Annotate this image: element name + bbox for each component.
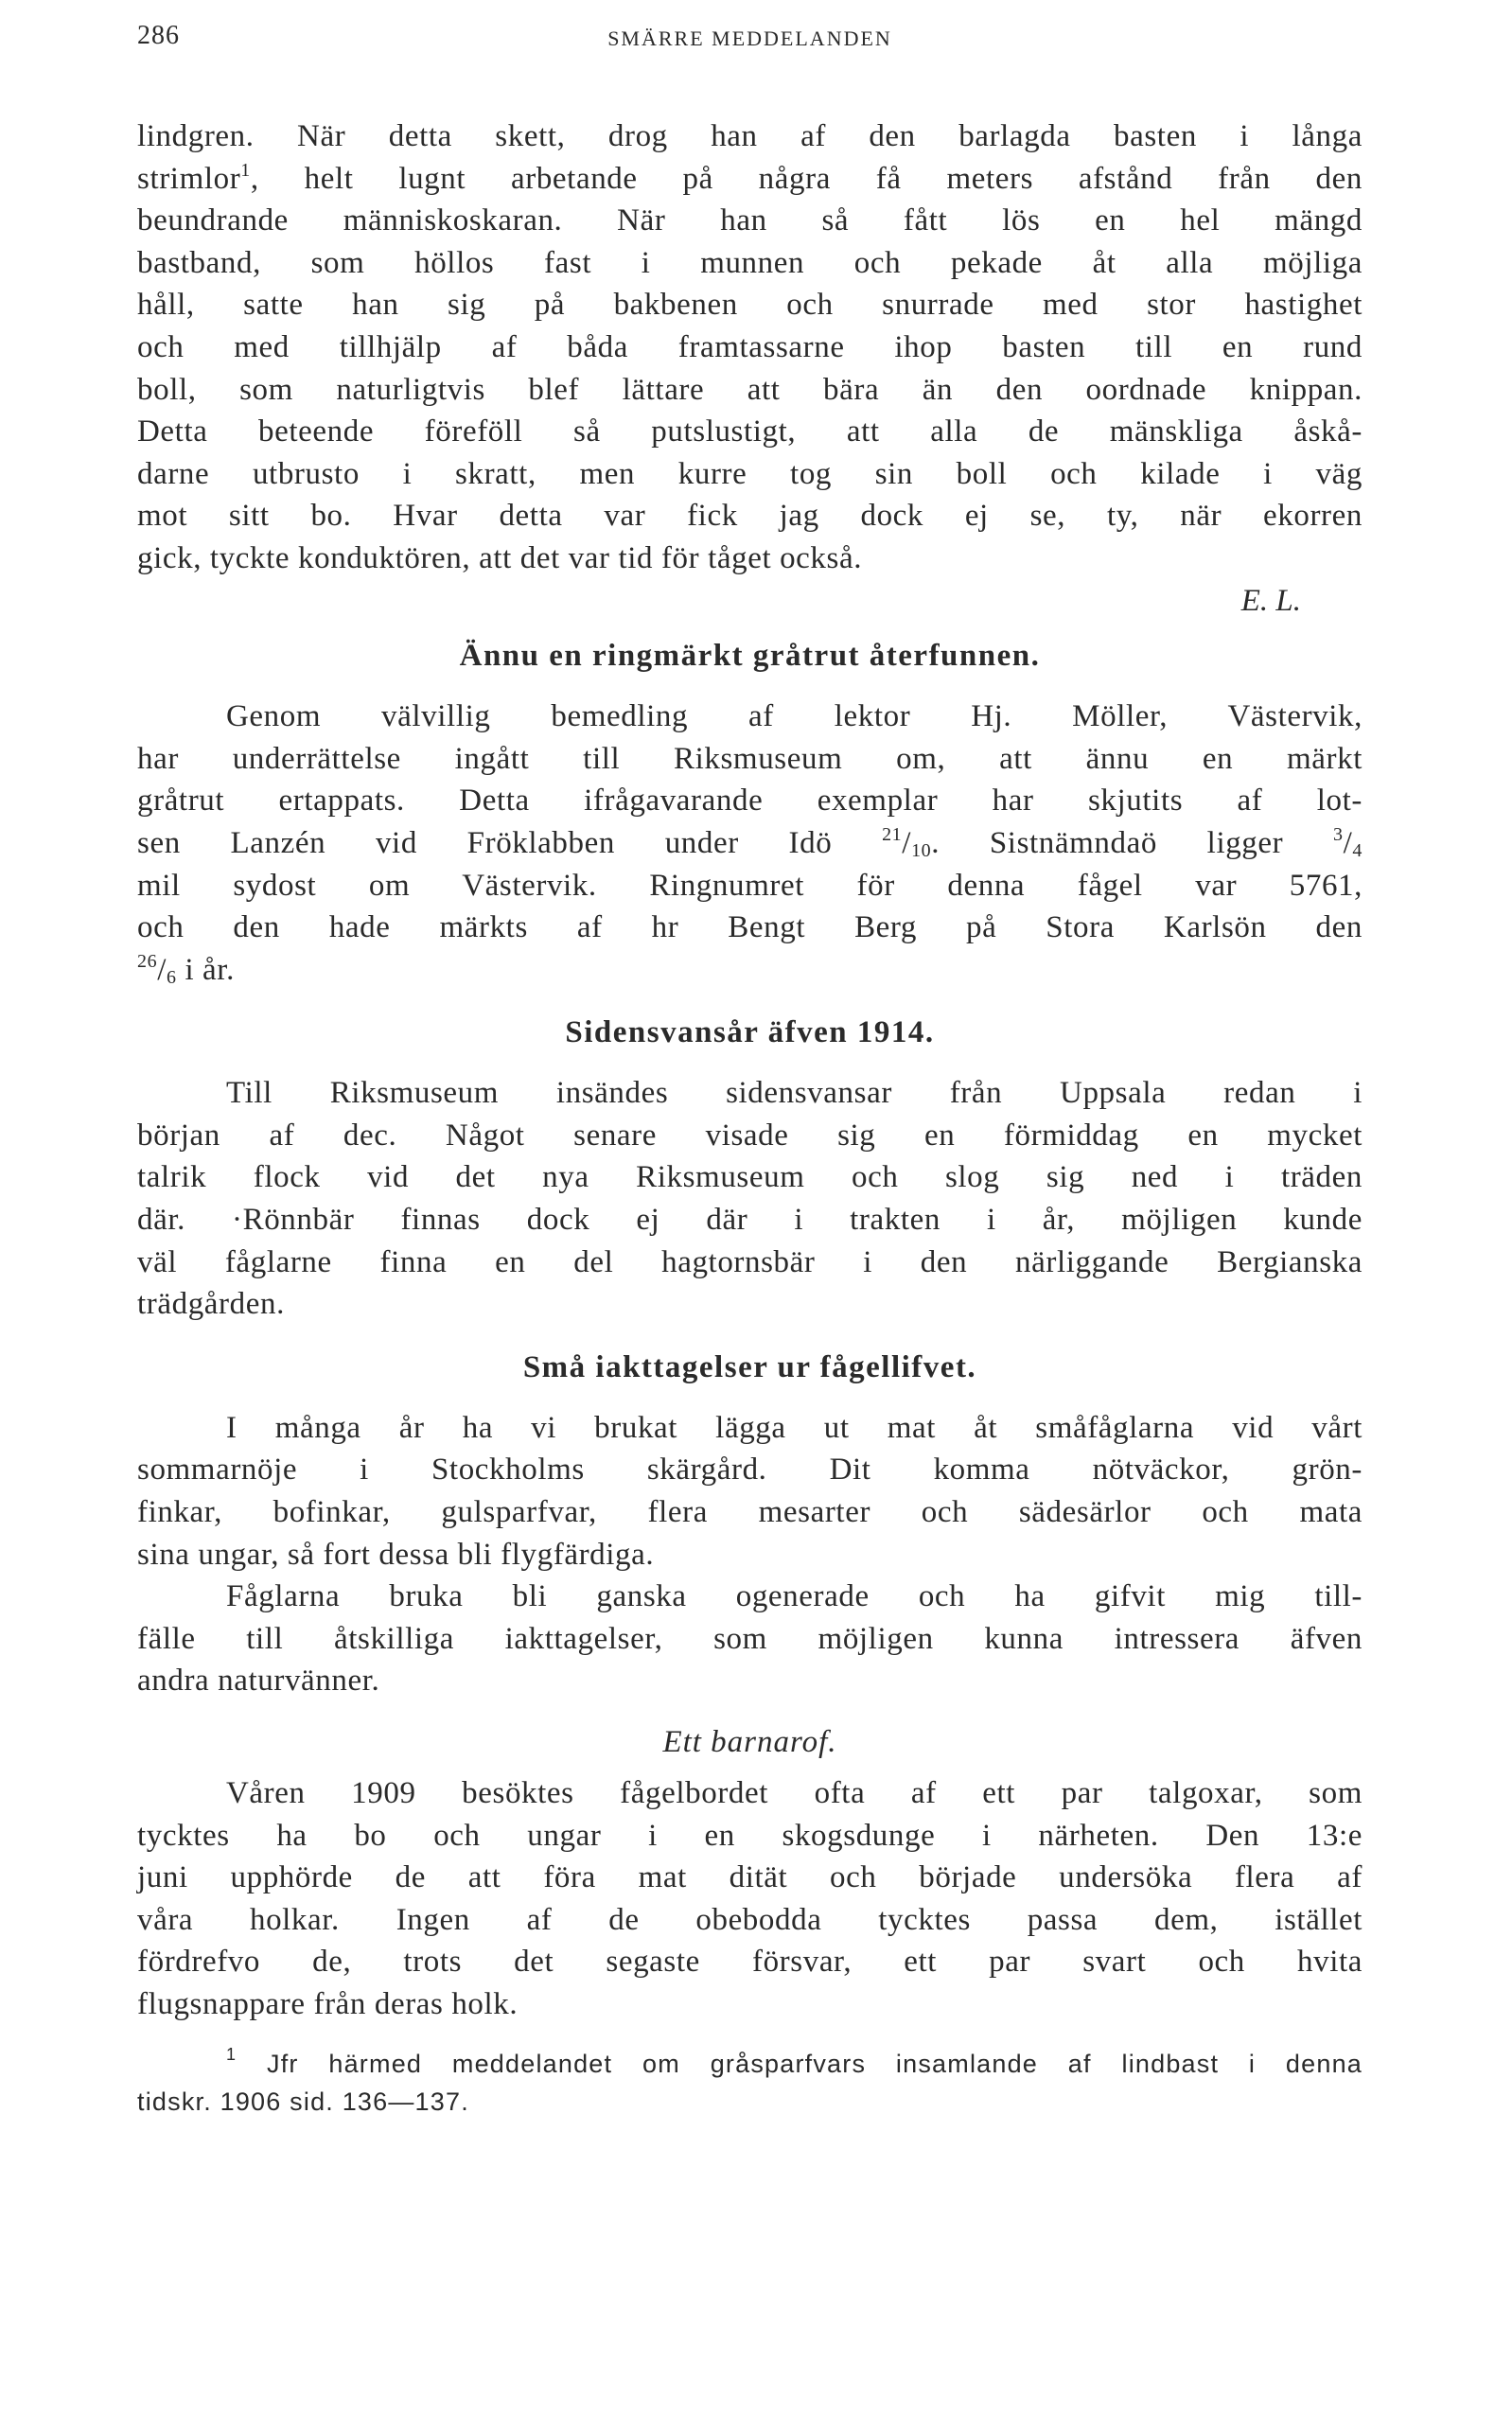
article-smafaglar bbox=[137, 1347, 1363, 2026]
text-line: Fåglarna bruka bli ganska ogenerade och ha gifvit mig till- bbox=[226, 1579, 1363, 1614]
section-heading: Små iakttagelser ur fågellifvet. bbox=[522, 1349, 977, 1384]
text-line: I många år ha vi brukat lägga ut mat åt småfåglarna vid vårt bbox=[226, 1410, 1363, 1445]
text-line: lindgren. När detta skett, drog han af den barlagda basten i långa bbox=[137, 119, 1363, 153]
text-line: gråtrut ertappats. Detta ifrågavarande exemplar har skjutits af lot- bbox=[137, 784, 1363, 819]
page bbox=[137, 21, 1363, 2121]
section-heading: Sidensvansår äfven 1914. bbox=[565, 1015, 935, 1050]
text-line: Genom välvillig bemedling af lektor Hj. Möller, Västervik, bbox=[226, 699, 1363, 734]
text-line: början af dec. Något senare visade sig en förmiddag en mycket bbox=[137, 1118, 1363, 1153]
footnote-line: tidskr. 1906 sid. 136—137. bbox=[137, 2087, 469, 2116]
text-line: har underrättelse ingått till Riksmuseum om, att ännu en märkt bbox=[137, 741, 1363, 776]
text-line: gick, tyckte konduktören, att det var tid för tåget också. bbox=[137, 540, 863, 575]
text-line: beundrande människoskaran. När han så fått lös en hel mängd bbox=[137, 203, 1363, 238]
text-line: sen Lanzén vid Fröklabben under Idö $^{21}/_{10}$. Sistnämndaö ligger $^3/_4$ bbox=[137, 823, 1363, 861]
text-line: våra holkar. Ingen af de obebodda tycktes passa dem, istället bbox=[137, 1902, 1363, 1937]
text-line: fördrefvo de, trots det segaste försvar, ett par svart och hvita bbox=[137, 1945, 1363, 1980]
article-sidensvans bbox=[137, 1012, 1363, 1326]
text-line: och med tillhjälp af båda framtassarne ihop basten till en rund bbox=[137, 329, 1363, 364]
text-line: trädgården. bbox=[137, 1287, 285, 1322]
page-header bbox=[137, 21, 1363, 62]
text-line: mot sitt bo. Hvar detta var fick jag dock ej se, ty, när ekorren bbox=[137, 499, 1363, 534]
text-line: sommarnöje i Stockholms skärgård. Dit komma nötväckor, grön- bbox=[137, 1453, 1363, 1488]
text-line: darne utbrusto i skratt, men kurre tog sin boll och kilade i väg bbox=[137, 456, 1363, 491]
text-line: $^{26}/_6$ i år. bbox=[137, 950, 235, 988]
text-line: håll, satte han sig på bakbenen och snurrade med stor hastighet bbox=[137, 288, 1363, 323]
text-line: väl fåglarne finna en del hagtornsbär i den närliggande Bergianska bbox=[137, 1244, 1363, 1279]
text-line: och den hade märkts af hr Bengt Berg på Stora Karlsön den bbox=[137, 910, 1363, 945]
text-line: fälle till åtskilliga iakttagelser, som möjligen kunna intressera äfven bbox=[137, 1621, 1363, 1656]
text-line: mil sydost om Västervik. Ringnumret för denna fågel var 5761, bbox=[137, 868, 1363, 903]
text-line: Våren 1909 besöktes fågelbordet ofta af ett par talgoxar, som bbox=[226, 1776, 1363, 1810]
article-ekorre bbox=[137, 115, 1363, 622]
page-number: 286 bbox=[137, 21, 180, 50]
section-heading: Ännu en ringmärkt gråtrut återfunnen. bbox=[459, 639, 1041, 674]
text-line: talrik flock vid det nya Riksmuseum och slog sig ned i träden bbox=[137, 1160, 1363, 1195]
text-line: finkar, bofinkar, gulsparfvar, flera mesarter och sädesärlor och mata bbox=[137, 1495, 1363, 1530]
text-line: sina ungar, så fort dessa bli flygfärdiga. bbox=[137, 1537, 655, 1572]
subheading: Ett barnarof. bbox=[662, 1725, 837, 1759]
text-line: Till Riksmuseum insändes sidensvansar från Uppsala redan i bbox=[226, 1076, 1363, 1111]
footnote-ref: 1 bbox=[240, 159, 251, 181]
footnote bbox=[137, 2045, 1363, 2121]
footnote-line: $^1$ Jfr härmed meddelandet om gråsparfvars insamlande af lindbast i denna bbox=[226, 2044, 1363, 2078]
text-line: där. ·Rönnbär finnas dock ej där i trakten i år, möjligen kunde bbox=[137, 1203, 1363, 1238]
text-line: flugsnappare från deras holk. bbox=[137, 1986, 519, 2021]
text-line: andra naturvänner. bbox=[137, 1664, 380, 1699]
running-title: SMÄRRE MEDDELANDEN bbox=[607, 26, 892, 50]
text-line: strimlor$^1$, helt lugnt arbetande på några få meters afstånd från den bbox=[137, 159, 1363, 196]
signature: E. L. bbox=[1240, 583, 1301, 618]
text-line: Detta beteende föreföll så putslustigt, att alla de mänskliga åskå- bbox=[137, 414, 1363, 449]
text-line: bastband, som höllos fast i munnen och pekade åt alla möjliga bbox=[137, 245, 1363, 280]
footnote-marker: 1 bbox=[226, 2044, 237, 2064]
text-line: boll, som naturligtvis blef lättare att bära än den oordnade knippan. bbox=[137, 372, 1363, 407]
text-line: juni upphörde de att föra mat dität och började undersöka flera af bbox=[137, 1860, 1363, 1895]
article-gratrut bbox=[137, 635, 1363, 991]
text-line: tycktes ha bo och ungar i en skogsdunge i närheten. Den 13:e bbox=[137, 1818, 1363, 1853]
